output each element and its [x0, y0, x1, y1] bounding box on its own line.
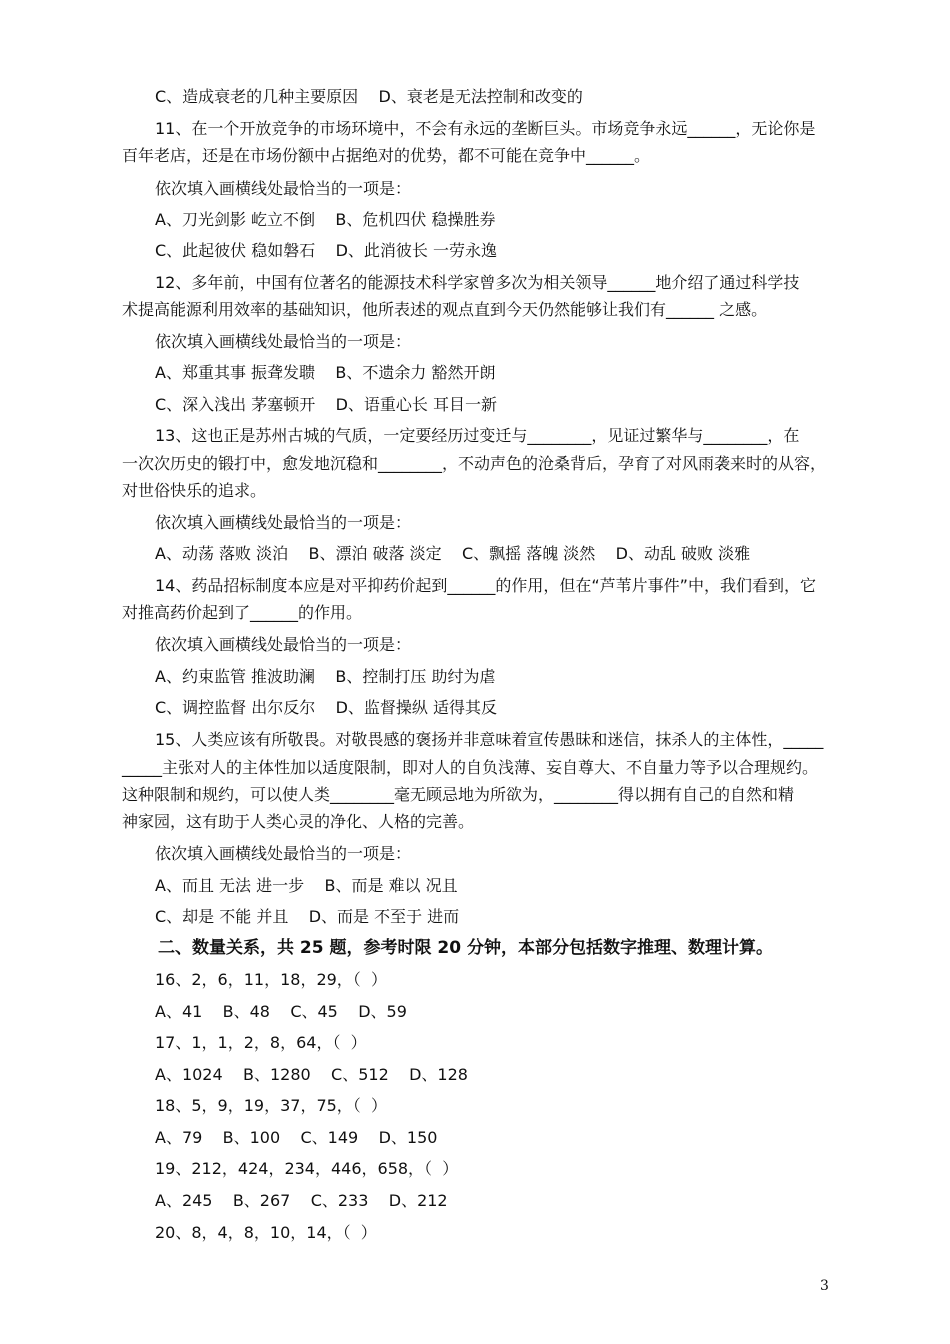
page-number: 3 — [820, 1278, 829, 1294]
text-line: 19、212，424，234，446，658，（ ） — [155, 1159, 459, 1178]
text-line: 依次填入画横线处最恰当的一项是： — [155, 635, 412, 654]
text-line: A、79 B、100 C、149 D、150 — [155, 1128, 438, 1147]
text-line: 依次填入画横线处最恰当的一项是： — [155, 513, 412, 532]
text-line: 百年老店，还是在市场份额中占据绝对的优势，都不可能在竞争中______。 — [122, 146, 651, 165]
text-line: C、深入浅出 茅塞顿开 D、语重心长 耳目一新 — [155, 395, 498, 414]
text-line: C、却是 不能 并且 D、而是 不至于 进而 — [155, 907, 460, 926]
text-line: A、41 B、48 C、45 D、59 — [155, 1002, 407, 1021]
text-line: 11、在一个开放竞争的市场环境中，不会有永远的垄断巨头。市场竞争永远______，无论你是 — [155, 119, 816, 138]
text-line: 这种限制和规约，可以使人类________毫无顾忌地为所欲为，________得以拥有自己的自然和精 — [122, 785, 795, 804]
text-line: 术提高能源利用效率的基础知识，他所表述的观点直到今天仍然能够让我们有______ 之感。 — [122, 300, 768, 319]
text-line: 17、1，1，2，8，64，（ ） — [155, 1033, 367, 1052]
text-line: 13、这也正是苏州古城的气质，一定要经历过变迁与________，见证过繁华与________，在 — [155, 426, 800, 445]
text-line: C、调控监督 出尔反尔 D、监督操纵 适得其反 — [155, 698, 498, 717]
text-line: 18、5，9，19，37，75，（ ） — [155, 1096, 387, 1115]
text-line: 一次次历史的锻打中，愈发地沉稳和________，不动声色的沧桑背后，孕育了对风雨袭来时的从容， — [122, 454, 827, 473]
text-line: _____主张对人的主体性加以适度限制，即对人的自负浅薄、妄自尊大、不自量力等予以合理规约。 — [122, 758, 819, 777]
section-heading: 二、数量关系，共 25 题，参考时限 20 分钟，本部分包括数字推理、数理计算。 — [158, 938, 773, 958]
text-line: 神家园，这有助于人类心灵的净化、人格的完善。 — [122, 812, 475, 831]
text-line: 对世俗快乐的追求。 — [122, 481, 267, 500]
text-line: 16、2，6，11，18，29，（ ） — [155, 970, 387, 989]
text-line: A、约束监管 推波助澜 B、控制打压 助纣为虐 — [155, 667, 496, 686]
text-line: 依次填入画横线处最恰当的一项是： — [155, 179, 412, 198]
text-line: A、郑重其事 振聋发聩 B、不遗余力 豁然开朗 — [155, 363, 496, 382]
text-line: A、刀光剑影 屹立不倒 B、危机四伏 稳操胜券 — [155, 210, 496, 229]
text-line: 20、8，4，8，10，14，（ ） — [155, 1223, 377, 1242]
text-line: C、此起彼伏 稳如磐石 D、此消彼长 一劳永逸 — [155, 241, 498, 260]
text-line: A、245 B、267 C、233 D、212 — [155, 1191, 448, 1210]
text-line: A、动荡 落败 淡泊 B、漂泊 破落 淡定 C、飘摇 落魄 淡然 D、动乱 破败 淡雅 — [155, 544, 751, 563]
text-line: 对推高药价起到了______的作用。 — [122, 603, 363, 622]
text-line: A、1024 B、1280 C、512 D、128 — [155, 1065, 468, 1084]
text-line: 15、人类应该有所敬畏。对敬畏感的褒扬并非意味着宣传愚昧和迷信，抹杀人的主体性，_____ — [155, 730, 824, 749]
text-line: 依次填入画横线处最恰当的一项是： — [155, 844, 412, 863]
text-line: 14、药品招标制度本应是对平抑药价起到______的作用，但在“芦苇片事件”中，我们看到，它 — [155, 576, 816, 595]
text-line: A、而且 无法 进一步 B、而是 难以 况且 — [155, 876, 458, 895]
text-line: 依次填入画横线处最恰当的一项是： — [155, 332, 412, 351]
text-line: 12、多年前，中国有位著名的能源技术科学家曾多次为相关领导______地介绍了通过科学技 — [155, 273, 800, 292]
text-line: C、造成衰老的几种主要原因 D、衰老是无法控制和改变的 — [155, 87, 583, 106]
